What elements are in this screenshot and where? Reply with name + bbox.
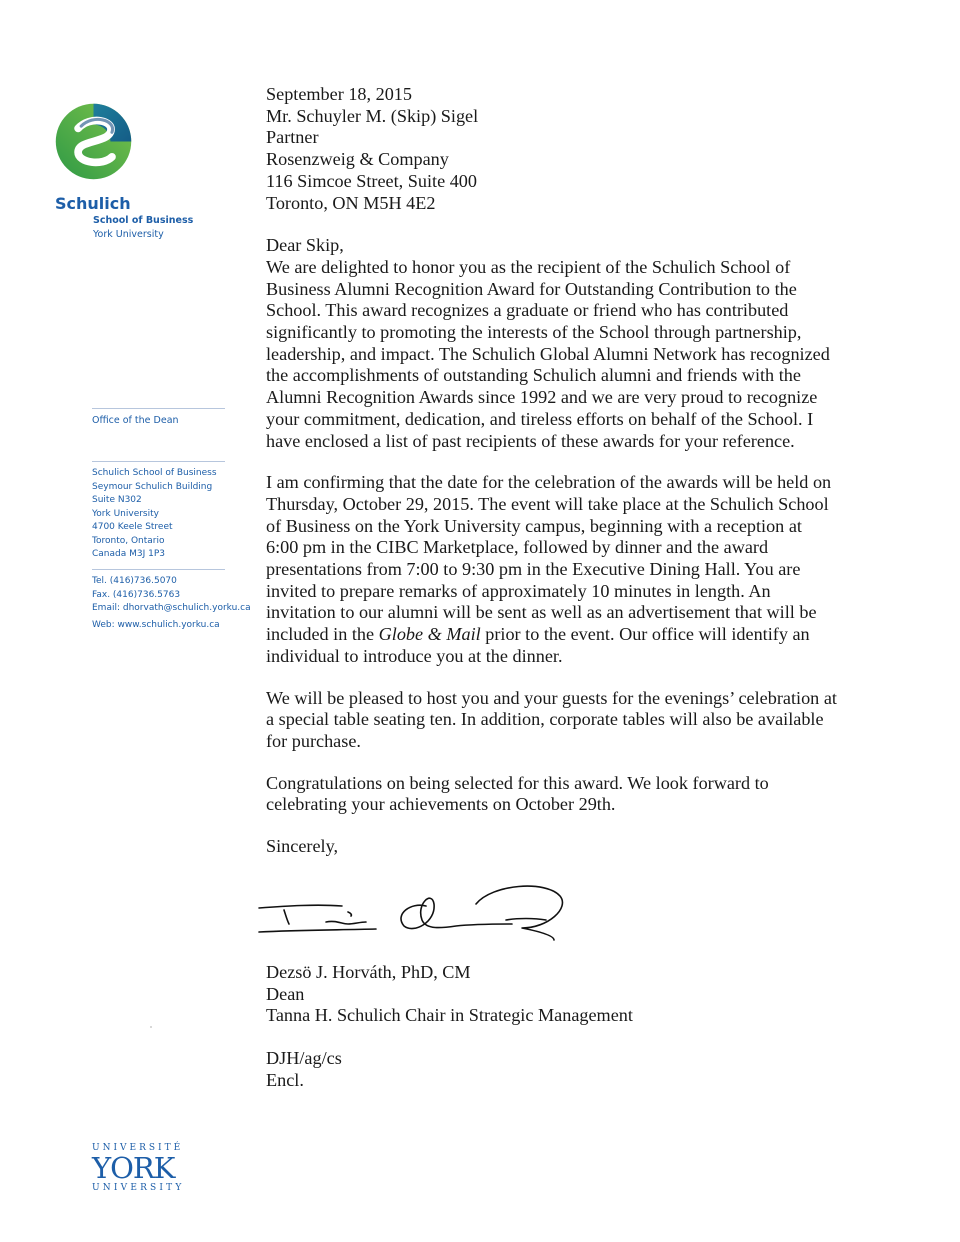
paragraph-congratulations — [266, 773, 876, 816]
closing: Sincerely, — [266, 836, 339, 857]
recipient-line: Rosenzweig & Company — [266, 149, 449, 170]
text-line: Business Alumni Recognition Award for Outstanding Contribution to the — [266, 278, 797, 299]
text-line: 6:00 pm in the CIBC Marketplace, followed by dinner and the award — [266, 537, 769, 558]
text-line: individual to introduce you at the dinner. — [266, 645, 563, 666]
text-fragment: prior to the event. Our office will identify an — [480, 624, 810, 645]
paragraph-hosting — [266, 688, 876, 753]
salutation: Dear Skip, — [266, 235, 344, 256]
reference-initials: DJH/ag/cs — [266, 1047, 342, 1068]
text-fragment: included in the — [266, 624, 379, 645]
address-line: Seymour Schulich Building — [92, 481, 213, 492]
email-link[interactable]: Email: dhorvath@schulich.yorku.ca — [92, 603, 251, 613]
york-logo-bottom: UNIVERSITY — [92, 1183, 185, 1193]
text-line: celebrating your achievements on October 29th. — [266, 794, 616, 815]
recipient-line: 116 Simcoe Street, Suite 400 — [266, 170, 477, 191]
text-line: your commitment, dedication, and tireless efforts on behalf of the School. I — [266, 408, 814, 429]
recipient-line: Mr. Schuyler M. (Skip) Sigel — [266, 105, 479, 126]
signer-block — [266, 962, 876, 1027]
text-line: have enclosed a list of past recipients of these awards for your reference. — [266, 430, 795, 451]
signer-line: Dean — [266, 983, 305, 1004]
brand-school: School of Business — [93, 215, 194, 226]
schulich-s-icon — [55, 103, 132, 180]
divider — [92, 461, 225, 462]
address-line: York University — [92, 508, 159, 519]
text-line: invitation to our alumni will be sent as well as an advertisement that will be — [266, 602, 817, 623]
text-line: of Business on the York University campus, beginning with a reception at — [266, 515, 802, 536]
text-line: Congratulations on being selected for this award. We look forward to — [266, 772, 769, 793]
text-line: a special table seating ten. In addition, corporate tables will also be available — [266, 709, 824, 730]
text-line: We will be pleased to host you and your guests for the evenings’ celebration at — [266, 687, 837, 708]
brand-university: York University — [93, 229, 164, 240]
text-line — [266, 624, 876, 646]
brand-name: Schulich — [55, 194, 131, 213]
website-link[interactable]: Web: www.schulich.yorku.ca — [92, 619, 220, 630]
text-line: Thursday, October 29, 2015. The event will take place at the Schulich School — [266, 493, 829, 514]
text-line: School. This award recognizes a graduate or friend who has contributed — [266, 300, 789, 321]
text-line: Alumni Recognition Awards since 1992 and we are very proud to recognize — [266, 387, 818, 408]
paragraph-award — [266, 257, 876, 452]
newspaper-title: Globe & Mail — [378, 624, 481, 645]
address-line: 4700 Keele Street — [92, 522, 173, 532]
signer-line: Tanna H. Schulich Chair in Strategic Management — [266, 1005, 633, 1026]
york-university-logo — [92, 1143, 192, 1199]
letter-date: September 18, 2015 — [266, 84, 412, 104]
recipient-line: Partner — [266, 127, 319, 148]
address-line: Schulich School of Business — [92, 468, 217, 478]
text-line: presentations from 7:00 to 9:30 pm in the Executive Dining Hall. You are — [266, 559, 801, 580]
york-logo-top: UNIVERSITÉ — [92, 1143, 184, 1153]
fax-line: Fax. (416)736.5763 — [92, 589, 181, 600]
phone-line: Tel. (416)736.5070 — [92, 576, 177, 586]
recipient-address — [266, 106, 876, 215]
signer-line: Dezsö J. Horváth, PhD, CM — [266, 961, 471, 982]
text-line: I am confirming that the date for the celebration of the awards will be held on — [266, 472, 832, 493]
text-line: for purchase. — [266, 730, 361, 751]
enclosure-note: Encl. — [266, 1069, 304, 1090]
text-line: leadership, and impact. The Schulich Global Alumni Network has recognized — [266, 343, 830, 364]
letter-body — [266, 84, 876, 1091]
text-line: significantly to promoting the interests of the School through partnership, — [266, 322, 802, 343]
handwritten-signature — [256, 874, 576, 944]
divider — [92, 408, 225, 409]
text-line: the accomplishments of outstanding Schulich alumni and friends with the — [266, 365, 801, 386]
letterhead-sidebar — [0, 0, 251, 1242]
address-line: Canada M3J 1P3 — [92, 549, 165, 559]
office-name: Office of the Dean — [92, 415, 179, 426]
york-logo-main: YORK — [92, 1151, 175, 1185]
recipient-line: Toronto, ON M5H 4E2 — [266, 192, 436, 213]
office-address — [92, 467, 217, 562]
address-line: Suite N302 — [92, 495, 142, 505]
address-line: Toronto, Ontario — [92, 535, 165, 546]
scan-speck — [150, 1026, 152, 1028]
text-line: We are delighted to honor you as the recipient of the Schulich School of — [266, 256, 791, 277]
divider — [92, 569, 225, 570]
reference-block — [266, 1048, 876, 1091]
contact-info — [92, 575, 251, 632]
paragraph-event — [266, 472, 876, 667]
text-line: invited to prepare remarks of approximately 10 minutes in length. An — [266, 580, 771, 601]
